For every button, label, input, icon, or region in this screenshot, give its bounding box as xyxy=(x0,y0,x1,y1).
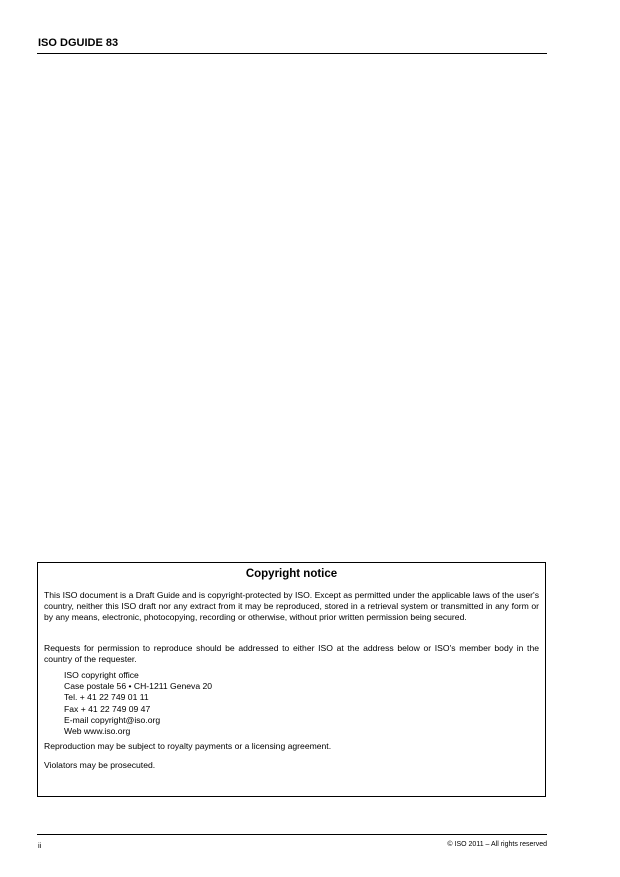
page-number: ii xyxy=(38,841,42,850)
royalty-paragraph: Reproduction may be subject to royalty payments or a licensing agreement. xyxy=(44,741,332,751)
copyright-office-address xyxy=(64,670,212,737)
document-header-title: ISO DGUIDE 83 xyxy=(38,37,119,49)
address-web: Web www.iso.org xyxy=(64,726,131,737)
header-divider xyxy=(37,53,547,54)
violators-paragraph: Violators may be prosecuted. xyxy=(44,760,156,770)
address-line: Case postale 56 • CH-1211 Geneva 20 xyxy=(64,681,213,692)
address-line: ISO copyright office xyxy=(64,670,139,680)
copyright-notice-title: Copyright notice xyxy=(245,568,338,580)
address-phone: Tel. + 41 22 749 01 11 xyxy=(64,692,149,703)
copyright-paragraph: This ISO document is a Draft Guide and is copyright-protected by ISO. Except as permitted under the applicable laws of the user's country, neither this ISO draft nor any extract from it may be reproduced, stored in a retrieval system or transmitted in any form or by any means, electronic, photocopying, recording or otherwise, without prior written permission being secured. xyxy=(44,590,539,623)
copyright-notice-box xyxy=(37,562,546,797)
footer-copyright: © ISO 2011 – All rights reserved xyxy=(447,841,547,848)
permission-paragraph: Requests for permission to reproduce should be addressed to either ISO at the address below or ISO's member body in the country of the requester. xyxy=(44,643,539,665)
footer-divider xyxy=(37,834,547,835)
address-email: E-mail copyright@iso.org xyxy=(64,714,161,725)
address-fax: Fax + 41 22 749 09 47 xyxy=(64,703,151,714)
